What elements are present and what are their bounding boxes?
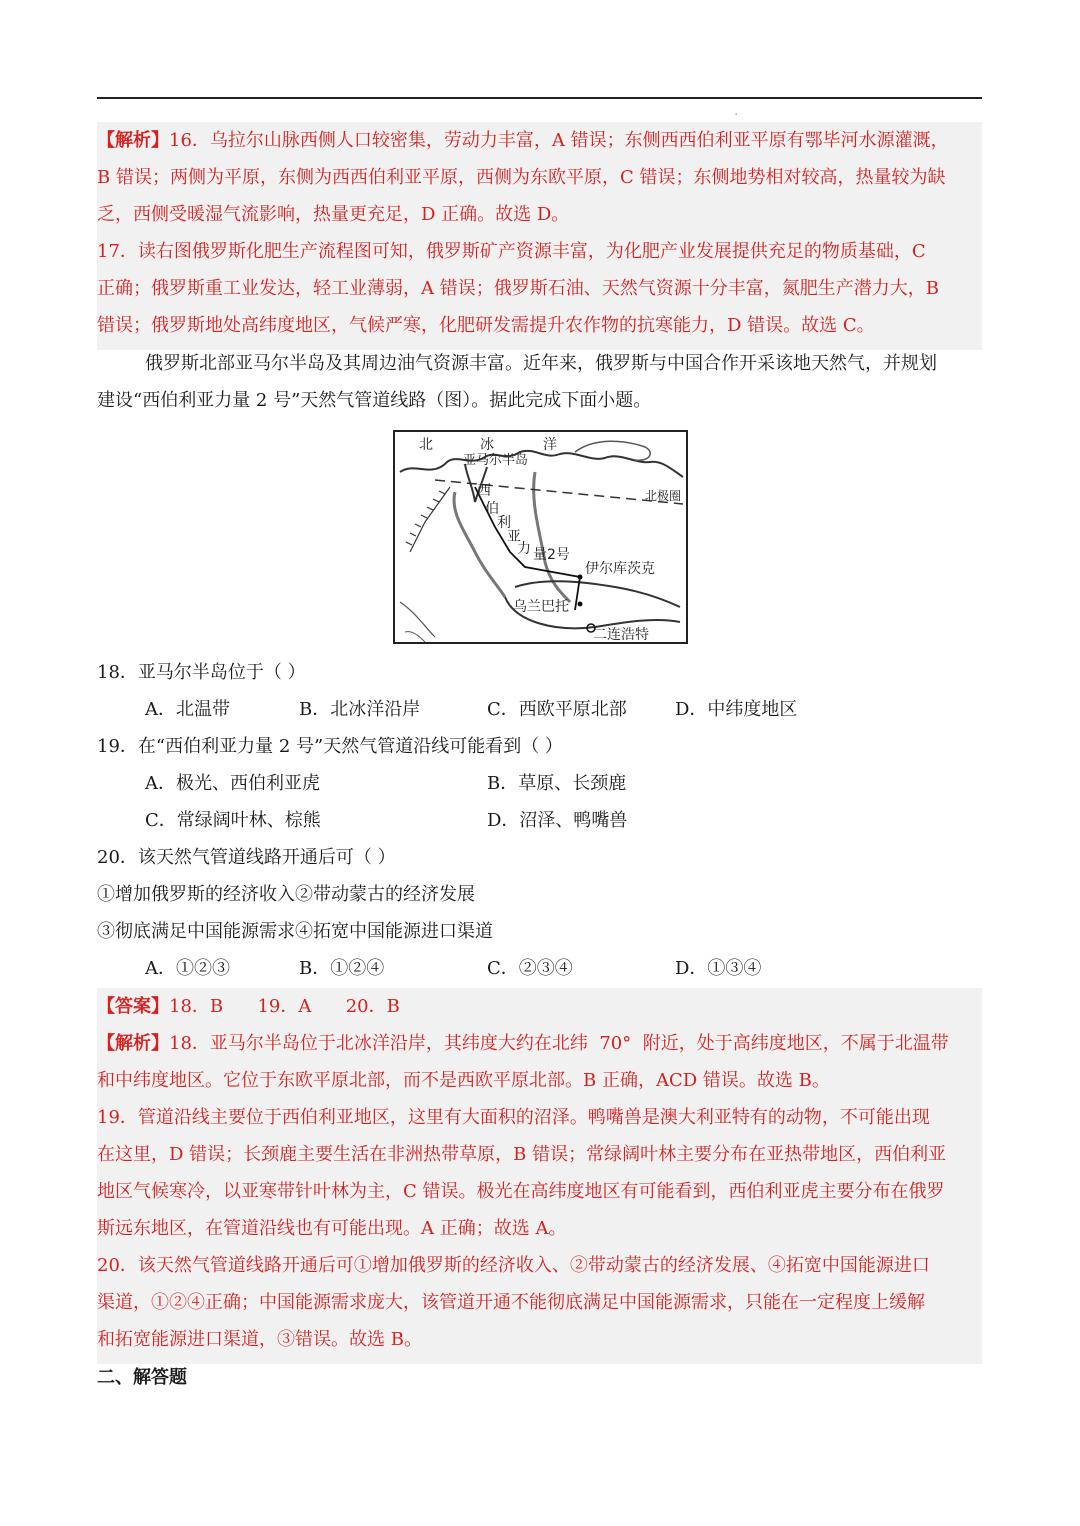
question-stem: 19．在“西伯利亚力量 2 号”天然气管道沿线可能看到（ ）: [97, 736, 563, 757]
option: A．北温带: [145, 699, 230, 720]
map-label-erenhot: 二连浩特: [593, 627, 649, 643]
analysis-line: 和拓宽能源进口渠道，③错误。故选 B。: [97, 1329, 422, 1350]
option: A．①②③: [145, 958, 230, 979]
map-label-ice: 冰: [480, 437, 494, 453]
option: C．常绿阔叶林、棕熊: [145, 810, 321, 831]
passage-line: 建设“西伯利亚力量 2 号”天然气管道线路（图）。据此完成下面小题。: [97, 390, 652, 411]
option: B．草原、长颈鹿: [487, 773, 627, 794]
map-label-pipeline: 伯: [485, 501, 499, 517]
map-label-ocean: 洋: [543, 437, 557, 453]
answer-tag: 【答案】: [97, 996, 169, 1017]
map-label-north: 北: [419, 437, 433, 453]
section-heading: [97, 1359, 982, 1396]
analysis-line: 【解析】16．乌拉尔山脉西侧人口较密集，劳动力丰富，A 错误；东侧西西伯利亚平原有鄂毕河水源灌溉，: [97, 130, 949, 151]
passage-line: 俄罗斯北部亚马尔半岛及其周边油气资源丰富。近年来，俄罗斯与中国合作开采该地天然气，并规划: [145, 353, 937, 374]
option: B．①②④: [299, 958, 385, 979]
map-label-pipeline: 亚: [507, 529, 521, 545]
map-label-irkutsk: 伊尔库茨克: [585, 561, 655, 577]
analysis-line: 在这里，D 错误；长颈鹿主要生活在非洲热带草原，B 错误；常绿阔叶林主要分布在亚热带地区，西伯利亚: [97, 1144, 947, 1165]
analysis-line: B 错误；两侧为平原，东侧为西西伯利亚平原，西侧为东欧平原，C 错误；东侧地势相对较高，热量较为缺: [97, 167, 946, 188]
question-options: [97, 691, 982, 728]
analysis-line: 正确；俄罗斯重工业发达，轻工业薄弱，A 错误；俄罗斯石油、天然气资源十分丰富，氮肥生产潜力大，B: [97, 278, 939, 299]
option: A．极光、西伯利亚虎: [145, 773, 320, 794]
map-label-pipeline: 利: [497, 515, 511, 531]
option: B．北冰洋沿岸: [299, 699, 421, 720]
question-statement: ③彻底满足中国能源需求④拓宽中国能源进口渠道: [97, 921, 493, 942]
questions: [97, 654, 982, 987]
question-options: [97, 950, 982, 987]
analysis-line: 地区气候寒冷，以亚寒带针叶林为主，C 错误。极光在高纬度地区有可能看到，西伯利亚虎主要分布在俄罗: [97, 1181, 945, 1202]
passage: [97, 345, 982, 419]
option: D．沼泽、鸭嘴兽: [487, 810, 628, 831]
analysis-line: 20．该天然气管道线路开通后可①增加俄罗斯的经济收入、②带动蒙古的经济发展、④拓宽中国能源进口: [97, 1255, 930, 1276]
map-label-pipeline: 量2号: [533, 547, 570, 563]
map-label-pipeline: 西: [477, 483, 491, 499]
question-options: [97, 802, 982, 839]
option: C．②③④: [487, 958, 573, 979]
answer-line: 【答案】18．B 19．A 20．B: [97, 996, 400, 1017]
section-title: 二、解答题: [97, 1367, 187, 1388]
map-label-yamal: 亚马尔半岛: [463, 453, 529, 468]
option: D．中纬度地区: [675, 699, 798, 720]
analysis-line: 斯远东地区，在管道沿线也有可能出现。A 正确；故选 A。: [97, 1218, 567, 1239]
analysis-line: 【解析】18．亚马尔半岛位于北冰洋沿岸，其纬度大约在北纬 70° 附近，处于高纬度地区，不属于北温带: [97, 1033, 949, 1054]
analysis-tag: 【解析】: [97, 1033, 169, 1054]
answer-analysis-18-20: [97, 988, 982, 1364]
header-mark: ': [735, 112, 738, 121]
analysis-line: 19．管道沿线主要位于西伯利亚地区，这里有大面积的沼泽。鸭嘴兽是澳大利亚特有的动物，不可能出现: [97, 1107, 930, 1128]
map-label-pipeline: 力: [517, 541, 531, 557]
pipeline-map: [393, 430, 688, 644]
analysis-line: 和中纬度地区。它位于东欧平原北部，而不是西欧平原北部。B 正确，ACD 错误。故选 B。: [97, 1070, 830, 1091]
analysis-line: 渠道，①②④正确；中国能源需求庞大，该管道开通不能彻底满足中国能源需求，只能在一定程度上缓解: [97, 1292, 925, 1313]
analysis-line: 错误；俄罗斯地处高纬度地区，气候严寒，化肥研发需提升农作物的抗寒能力，D 错误。故选 C。: [97, 315, 875, 336]
map-label-ulaanbaatar: 乌兰巴托: [513, 599, 569, 615]
option: D．①③④: [675, 958, 762, 979]
question-stem: 20．该天然气管道线路开通后可（ ）: [97, 847, 396, 868]
map-label-arctic-circle: 北极圈: [645, 489, 682, 503]
option: C．西欧平原北部: [487, 699, 627, 720]
header-rule: [97, 97, 982, 99]
analysis-line: 乏，西侧受暖湿气流影响，热量更充足，D 正确。故选 D。: [97, 204, 570, 225]
analysis-line: 17．读右图俄罗斯化肥生产流程图可知，俄罗斯矿产资源丰富，为化肥产业发展提供充足的物质基础，C: [97, 241, 926, 262]
question-stem: 18．亚马尔半岛位于（ ）: [97, 662, 306, 683]
analysis-16-17: [97, 122, 982, 350]
question-statement: ①增加俄罗斯的经济收入②带动蒙古的经济发展: [97, 884, 475, 905]
question-options: [97, 765, 982, 802]
analysis-tag: 【解析】: [97, 130, 169, 151]
